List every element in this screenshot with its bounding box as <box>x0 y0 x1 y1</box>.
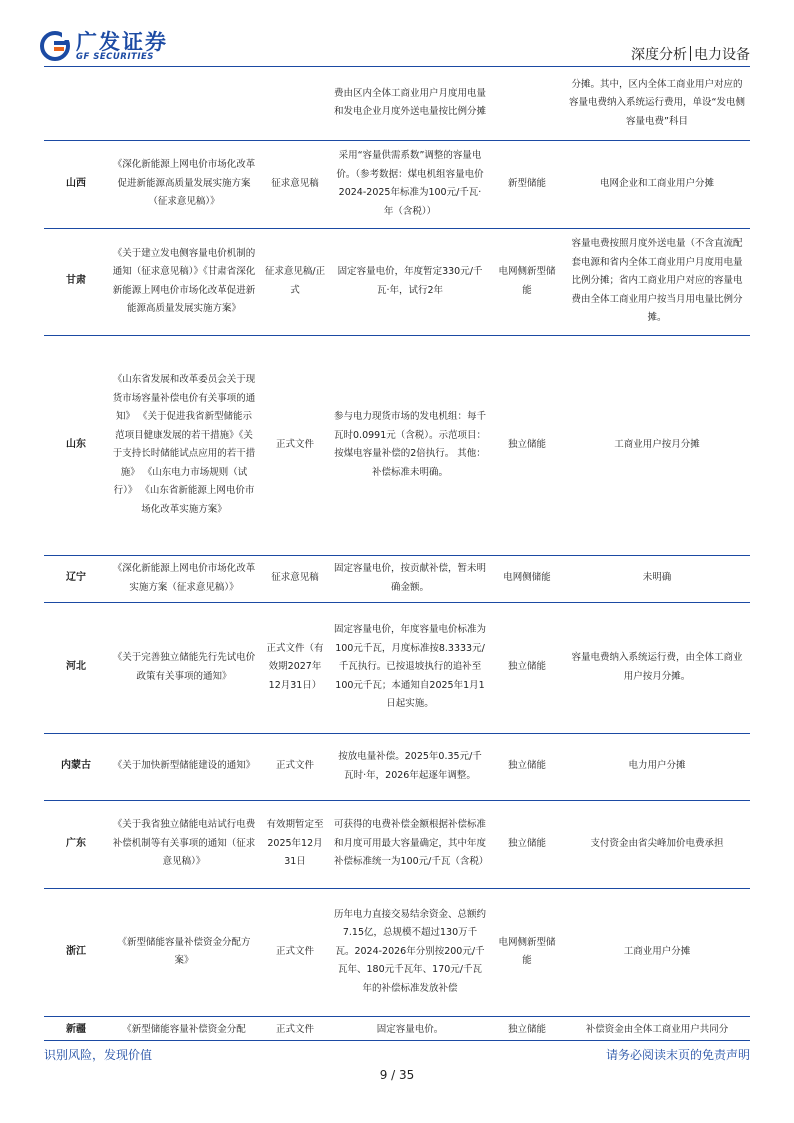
policy-cell: 《新型储能容量补偿资金分配方案》 <box>108 888 260 1016</box>
status-cell: 正式文件 <box>260 888 330 1016</box>
compensation-cell: 按放电量补偿。2025年0.35元/千瓦时·年，2026年起逐年调整。 <box>330 733 490 800</box>
compensation-cell: 固定容量电价，年度暂定330元/千瓦·年，试行2年 <box>330 228 490 335</box>
policy-cell: 《关于我省独立储能电站试行电费补偿机制等有关事项的通知（征求意见稿）》 <box>108 800 260 888</box>
company-logo <box>40 26 170 66</box>
table-row <box>44 733 750 800</box>
target-cell: 电网侧新型储能 <box>490 228 564 335</box>
status-cell: 正式文件 <box>275 1023 314 1035</box>
report-type: 深度分析 <box>631 47 687 63</box>
sharing-cell: 电力用户分摊 <box>564 733 750 800</box>
status-cell: 正式文件 <box>260 335 330 555</box>
logo-english-name: GF SECURITIES <box>76 52 154 62</box>
sharing-cell: 分摊。其中，区内全体工商业用户对应的容量电费纳入系统运行费用，单设“发电侧容量电费”科目 <box>564 67 750 140</box>
footer-disclaimer-note: 请务必阅读末页的免责声明 <box>605 1048 750 1062</box>
province-cell: 辽宁 <box>44 555 108 602</box>
policy-table-container <box>44 67 750 1035</box>
sharing-cell: 未明确 <box>564 555 750 602</box>
compensation-cell: 固定容量电价，年度容量电价标准为100元千瓦，月度标准按8.3333元/千瓦执行。已按退坡执行的追补至100元千瓦；本通知自2025年1月1日起实施。 <box>330 602 490 733</box>
compensation-cell: 历年电力直接交易结余资金、总额约7.15亿，总规模不超过130万千瓦。2024-2026年分别按200元/千瓦年、180元千瓦年、170元/千瓦年的补偿标准发放补偿 <box>330 888 490 1016</box>
sharing-cell: 工商业用户按月分摊 <box>564 335 750 555</box>
target-cell: 独立储能 <box>490 800 564 888</box>
footer-slogan: 识别风险，发现价值 <box>44 1048 153 1062</box>
province-cell <box>44 67 108 140</box>
province-cell: 内蒙古 <box>44 733 108 800</box>
target-cell <box>490 67 564 140</box>
province-cell: 甘肃 <box>44 228 108 335</box>
sharing-cell: 支付资金由省尖峰加价电费承担 <box>564 800 750 888</box>
sharing-cell: 工商业用户分摊 <box>564 888 750 1016</box>
province-cell: 山东 <box>44 335 108 555</box>
table-row <box>44 800 750 888</box>
province-cell: 河北 <box>44 602 108 733</box>
sharing-cell: 容量电费按照月度外送电量（不含直流配套电源和省内全体工商业用户月度用电量比例分摊；省内工商业用户对应的容量电费由全体工商业用户按当月用电量比例分摊。 <box>564 228 750 335</box>
table-row <box>44 602 750 733</box>
policy-cell: 《关于加快新型储能建设的通知》 <box>108 733 260 800</box>
sharing-cell: 容量电费纳入系统运行费，由全体工商业用户按月分摊。 <box>564 602 750 733</box>
policy-cell: 《新型储能容量补偿资金分配 <box>122 1023 246 1035</box>
target-cell: 新型储能 <box>490 140 564 228</box>
target-cell: 电网侧储能 <box>490 555 564 602</box>
status-cell: 正式文件 <box>260 733 330 800</box>
compensation-cell: 采用“容量供需系数”调整的容量电价。（参考数据：煤电机组容量电价2024-2025年标准为100元/千瓦·年（含税）） <box>330 140 490 228</box>
target-cell: 独立储能 <box>507 1023 546 1035</box>
province-cell: 广东 <box>44 800 108 888</box>
policy-table <box>44 67 750 1035</box>
province-cell: 新疆 <box>44 1016 108 1035</box>
compensation-cell: 固定容量电价，按贡献补偿，暂未明确金额。 <box>330 555 490 602</box>
target-cell: 电网侧新型储能 <box>490 888 564 1016</box>
compensation-cell: 费由区内全体工商业用户月度用电量和发电企业月度外送电量按比例分摊 <box>330 67 490 140</box>
report-category <box>631 44 750 64</box>
compensation-cell: 可获得的电费补偿金额根据补偿标准和月度可用最大容量确定，其中年度补偿标准统一为100元/千瓦（含税） <box>330 800 490 888</box>
table-row <box>44 1016 750 1035</box>
table-row <box>44 335 750 555</box>
industry-name: 电力设备 <box>694 47 750 63</box>
table-row <box>44 228 750 335</box>
status-cell: 征求意见稿/正式 <box>260 228 330 335</box>
table-row <box>44 555 750 602</box>
province-cell: 浙江 <box>44 888 108 1016</box>
status-cell: 正式文件（有效期2027年12月31日） <box>260 602 330 733</box>
policy-cell: 《山东省发展和改革委员会关于现货市场容量补偿电价有关事项的通知》 《关于促进我省新型储能示范项目健康发展的若干措施》《关于支持长时储能试点应用的若干措施》 《山东电力市场规则（试行）》 《山东省新能源上网电价市场化改革实施方案》 <box>108 335 260 555</box>
gf-logo-icon <box>40 30 70 62</box>
target-cell: 独立储能 <box>490 335 564 555</box>
target-cell: 独立储能 <box>490 602 564 733</box>
target-cell: 独立储能 <box>490 733 564 800</box>
page-header <box>0 0 794 70</box>
status-cell: 征求意见稿 <box>260 140 330 228</box>
status-cell <box>260 67 330 140</box>
policy-cell: 《深化新能源上网电价市场化改革促进新能源高质量发展实施方案（征求意见稿）》 <box>108 140 260 228</box>
table-row <box>44 140 750 228</box>
table-row <box>44 888 750 1016</box>
sharing-cell: 电网企业和工商业用户分摊 <box>564 140 750 228</box>
compensation-cell: 参与电力现货市场的发电机组：每千瓦时0.0991元（含税）。示范项目：按煤电容量补偿的2倍执行。 其他：补偿标准未明确。 <box>330 335 490 555</box>
policy-cell: 《关于建立发电侧容量电价机制的通知（征求意见稿）》《甘肃省深化新能源上网电价市场化改革促进新能源高质量发展实施方案》 <box>108 228 260 335</box>
logo-chinese-name: 广发证券 <box>76 30 168 54</box>
status-cell: 有效期暂定至2025年12月31日 <box>260 800 330 888</box>
header-divider <box>690 46 691 61</box>
table-row <box>44 67 750 140</box>
province-cell: 山西 <box>44 140 108 228</box>
policy-cell: 《深化新能源上网电价市场化改革实施方案（征求意见稿）》 <box>108 555 260 602</box>
policy-cell <box>108 67 260 140</box>
page-number: 9 / 35 <box>379 1068 415 1082</box>
footer-rule <box>44 1040 750 1041</box>
sharing-cell: 补偿资金由全体工商业用户共同分 <box>585 1023 729 1035</box>
policy-cell: 《关于完善独立储能先行先试电价政策有关事项的通知》 <box>108 602 260 733</box>
status-cell: 征求意见稿 <box>260 555 330 602</box>
compensation-cell: 固定容量电价。 <box>376 1023 444 1035</box>
